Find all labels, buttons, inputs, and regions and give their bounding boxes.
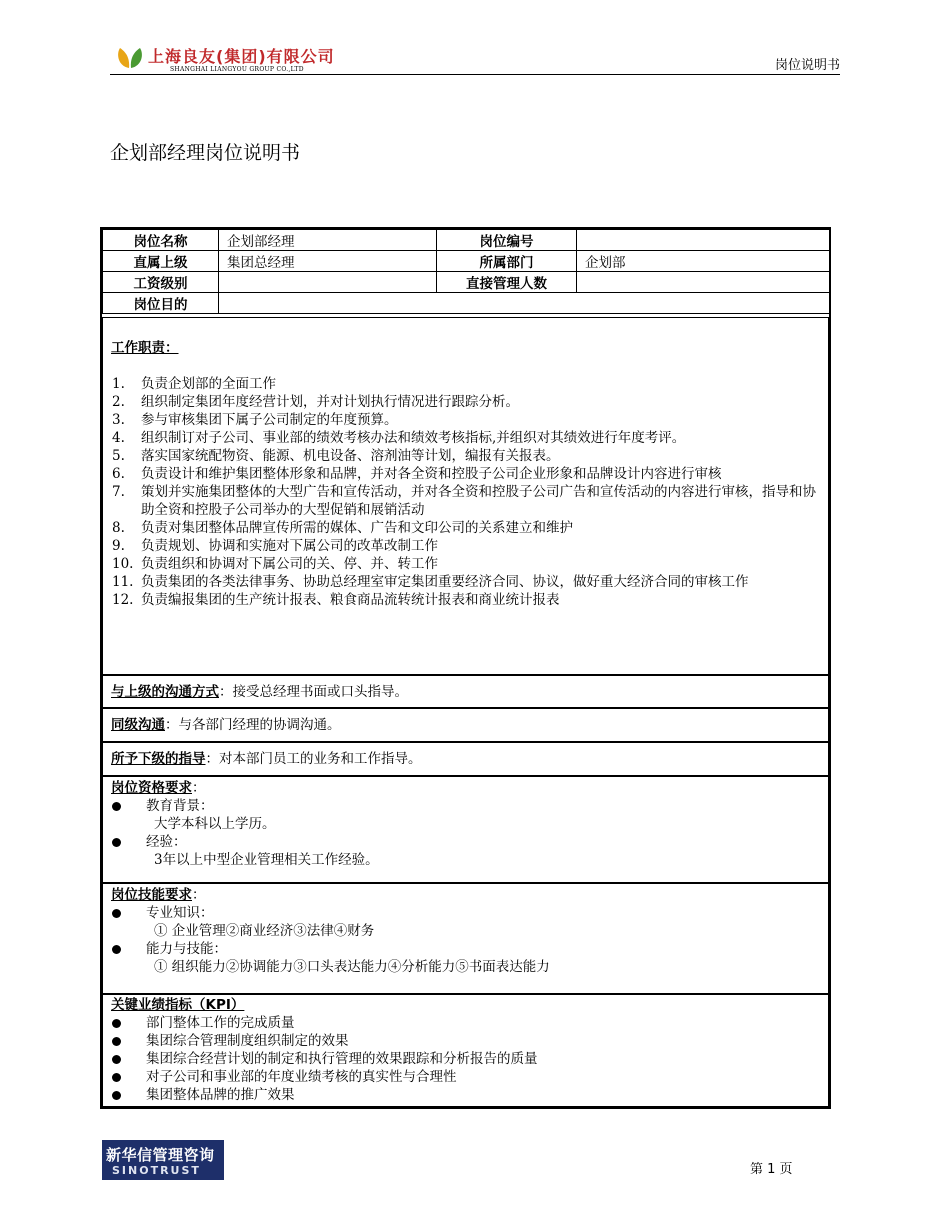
duty-number: 5. bbox=[112, 448, 125, 464]
sinotrust-logo-en: SINOTRUST bbox=[112, 1164, 201, 1177]
salary-grade-label: 工资级别 bbox=[103, 272, 219, 293]
bullet-icon bbox=[112, 909, 121, 918]
duty-item bbox=[103, 447, 828, 465]
duty-number: 7. bbox=[112, 484, 125, 500]
duty-number: 12. bbox=[112, 592, 134, 608]
bullet-icon bbox=[112, 1091, 121, 1100]
bullet-icon bbox=[112, 1055, 121, 1064]
duty-number: 4. bbox=[112, 430, 125, 446]
superior-communication-section bbox=[102, 675, 829, 708]
bullet-icon bbox=[112, 1019, 121, 1028]
position-name-label: 岗位名称 bbox=[103, 230, 219, 251]
skills-colon: ： bbox=[192, 887, 206, 903]
list-item-label: 教育背景： bbox=[146, 798, 214, 814]
qualifications-colon: ： bbox=[192, 780, 206, 796]
kpi-title: 关键业绩指标（KPI） bbox=[111, 997, 245, 1013]
duty-number: 1. bbox=[112, 376, 125, 392]
subordinate-guidance-text: ：对本部门员工的业务和工作指导。 bbox=[205, 751, 422, 767]
peer-communication-section bbox=[102, 708, 829, 742]
peer-communication-text: ：与各部门经理的协调沟通。 bbox=[165, 717, 341, 733]
doc-type-label: 岗位说明书 bbox=[774, 58, 840, 73]
duty-item bbox=[103, 375, 828, 393]
list-item-detail: ① 企业管理②商业经济③法律④财务 bbox=[154, 923, 375, 939]
position-info-table bbox=[102, 229, 830, 314]
peer-communication-title: 同级沟通 bbox=[111, 717, 165, 733]
direct-reports-label: 直接管理人数 bbox=[437, 272, 577, 293]
position-code-label: 岗位编号 bbox=[437, 230, 577, 251]
kpi-text: 集团综合管理制度组织制定的效果 bbox=[146, 1033, 349, 1049]
superior-communication-title: 与上级的沟通方式 bbox=[111, 684, 219, 700]
kpi-item bbox=[112, 1032, 828, 1050]
superior-value: 集团总经理 bbox=[219, 251, 437, 272]
list-item-label: 能力与技能： bbox=[146, 941, 227, 957]
salary-grade-value bbox=[219, 272, 437, 293]
duty-number: 3. bbox=[112, 412, 125, 428]
kpi-item bbox=[112, 1086, 828, 1104]
qualifications-section bbox=[102, 776, 829, 883]
department-value: 企划部 bbox=[577, 251, 830, 272]
duty-text: 落实国家统配物资、能源、机电设备、溶剂油等计划，编报有关报表。 bbox=[141, 448, 560, 464]
skills-section bbox=[102, 883, 829, 994]
list-item-detail: ① 组织能力②协调能力③口头表达能力④分析能力⑤书面表达能力 bbox=[154, 959, 550, 975]
list-item bbox=[112, 940, 828, 958]
kpi-text: 部门整体工作的完成质量 bbox=[146, 1015, 295, 1031]
subordinate-guidance-title: 所予下级的指导 bbox=[111, 751, 206, 767]
list-item-label: 经验： bbox=[146, 834, 187, 850]
skills-list bbox=[103, 904, 828, 976]
qualifications-title: 岗位资格要求 bbox=[111, 780, 192, 796]
kpi-list bbox=[103, 1014, 828, 1104]
duty-text: 负责组织和协调对下属公司的关、停、并、转工作 bbox=[141, 556, 438, 572]
page-header bbox=[110, 42, 840, 75]
bullet-icon bbox=[112, 945, 121, 954]
table-row bbox=[103, 251, 830, 272]
duty-number: 8. bbox=[112, 520, 125, 536]
duty-text: 负责企划部的全面工作 bbox=[141, 376, 276, 392]
company-logo bbox=[110, 42, 370, 74]
kpi-text: 对子公司和事业部的年度业绩考核的真实性与合理性 bbox=[146, 1069, 457, 1085]
duty-text: 负责设计和维护集团整体形象和品牌，并对各全资和控股子公司企业形象和品牌设计内容进行审核 bbox=[141, 466, 722, 482]
duty-number: 9. bbox=[112, 538, 125, 554]
duty-item bbox=[103, 393, 828, 411]
duty-text: 负责集团的各类法律事务、协助总经理室审定集团重要经济合同、协议，做好重大经济合同的审核工作 bbox=[141, 574, 749, 590]
subordinate-guidance-section bbox=[102, 742, 829, 776]
bullet-icon bbox=[112, 802, 121, 811]
duty-text: 负责编报集团的生产统计报表、粮食商品流转统计报表和商业统计报表 bbox=[141, 592, 560, 608]
bullet-icon bbox=[112, 838, 121, 847]
duty-item bbox=[103, 483, 828, 519]
position-code-value bbox=[577, 230, 830, 251]
superior-label: 直属上级 bbox=[103, 251, 219, 272]
kpi-item bbox=[112, 1014, 828, 1032]
company-name-cn: 上海良友(集团)有限公司 bbox=[148, 47, 335, 66]
list-item bbox=[112, 797, 828, 815]
duty-item bbox=[103, 537, 828, 555]
kpi-item bbox=[112, 1068, 828, 1086]
direct-reports-value bbox=[577, 272, 830, 293]
list-item-label: 专业知识： bbox=[146, 905, 214, 921]
duty-text: 策划并实施集团整体的大型广告和宣传活动，并对各全资和控股子公司广告和宣传活动的内容进行审核，指导和协助全资和控股子公司举办的大型促销和展销活动 bbox=[141, 484, 816, 518]
superior-communication-text: ：接受总经理书面或口头指导。 bbox=[219, 684, 408, 700]
qualifications-list bbox=[103, 797, 828, 869]
duties-title: 工作职责： bbox=[111, 340, 179, 356]
sinotrust-logo bbox=[102, 1140, 224, 1180]
duty-number: 10. bbox=[112, 556, 134, 572]
table-row bbox=[103, 272, 830, 293]
duty-number: 2. bbox=[112, 394, 125, 410]
list-item-detail: 大学本科以上学历。 bbox=[154, 816, 276, 832]
sinotrust-logo-cn: 新华信管理咨询 bbox=[106, 1146, 215, 1164]
duty-item bbox=[103, 573, 828, 591]
list-item bbox=[112, 833, 828, 851]
duties-list bbox=[103, 375, 828, 609]
purpose-value bbox=[219, 293, 830, 314]
duty-text: 组织制定集团年度经营计划，并对计划执行情况进行跟踪分析。 bbox=[141, 394, 519, 410]
table-row bbox=[103, 293, 830, 314]
kpi-text: 集团整体品牌的推广效果 bbox=[146, 1087, 295, 1103]
page-title: 企划部经理岗位说明书 bbox=[110, 142, 301, 164]
duty-number: 6. bbox=[112, 466, 125, 482]
skills-title: 岗位技能要求 bbox=[111, 887, 192, 903]
company-name-en: SHANGHAI LIANGYOU GROUP CO.,LTD bbox=[170, 66, 304, 73]
bullet-icon bbox=[112, 1073, 121, 1082]
duty-text: 负责规划、协调和实施对下属公司的改革改制工作 bbox=[141, 538, 438, 554]
duty-item bbox=[103, 411, 828, 429]
department-label: 所属部门 bbox=[437, 251, 577, 272]
duty-text: 组织制订对子公司、事业部的绩效考核办法和绩效考核指标,并组织对其绩效进行年度考评。 bbox=[141, 430, 686, 446]
duty-item bbox=[103, 429, 828, 447]
duty-item bbox=[103, 465, 828, 483]
list-item bbox=[112, 904, 828, 922]
duty-number: 11. bbox=[112, 574, 134, 590]
purpose-label: 岗位目的 bbox=[103, 293, 219, 314]
duties-section bbox=[102, 317, 829, 675]
duty-text: 负责对集团整体品牌宣传所需的媒体、广告和文印公司的关系建立和维护 bbox=[141, 520, 573, 536]
table-row bbox=[103, 230, 830, 251]
kpi-section bbox=[102, 994, 829, 1107]
duty-text: 参与审核集团下属子公司制定的年度预算。 bbox=[141, 412, 398, 428]
duty-item bbox=[103, 591, 828, 609]
duty-item bbox=[103, 519, 828, 537]
position-name-value: 企划部经理 bbox=[219, 230, 437, 251]
bullet-icon bbox=[112, 1037, 121, 1046]
page-number: 第 1 页 bbox=[750, 1162, 793, 1177]
kpi-text: 集团综合经营计划的制定和执行管理的效果跟踪和分析报告的质量 bbox=[146, 1051, 538, 1067]
list-item-detail: 3年以上中型企业管理相关工作经验。 bbox=[154, 852, 379, 868]
leaf-logo-icon bbox=[116, 46, 144, 70]
duty-item bbox=[103, 555, 828, 573]
kpi-item bbox=[112, 1050, 828, 1068]
